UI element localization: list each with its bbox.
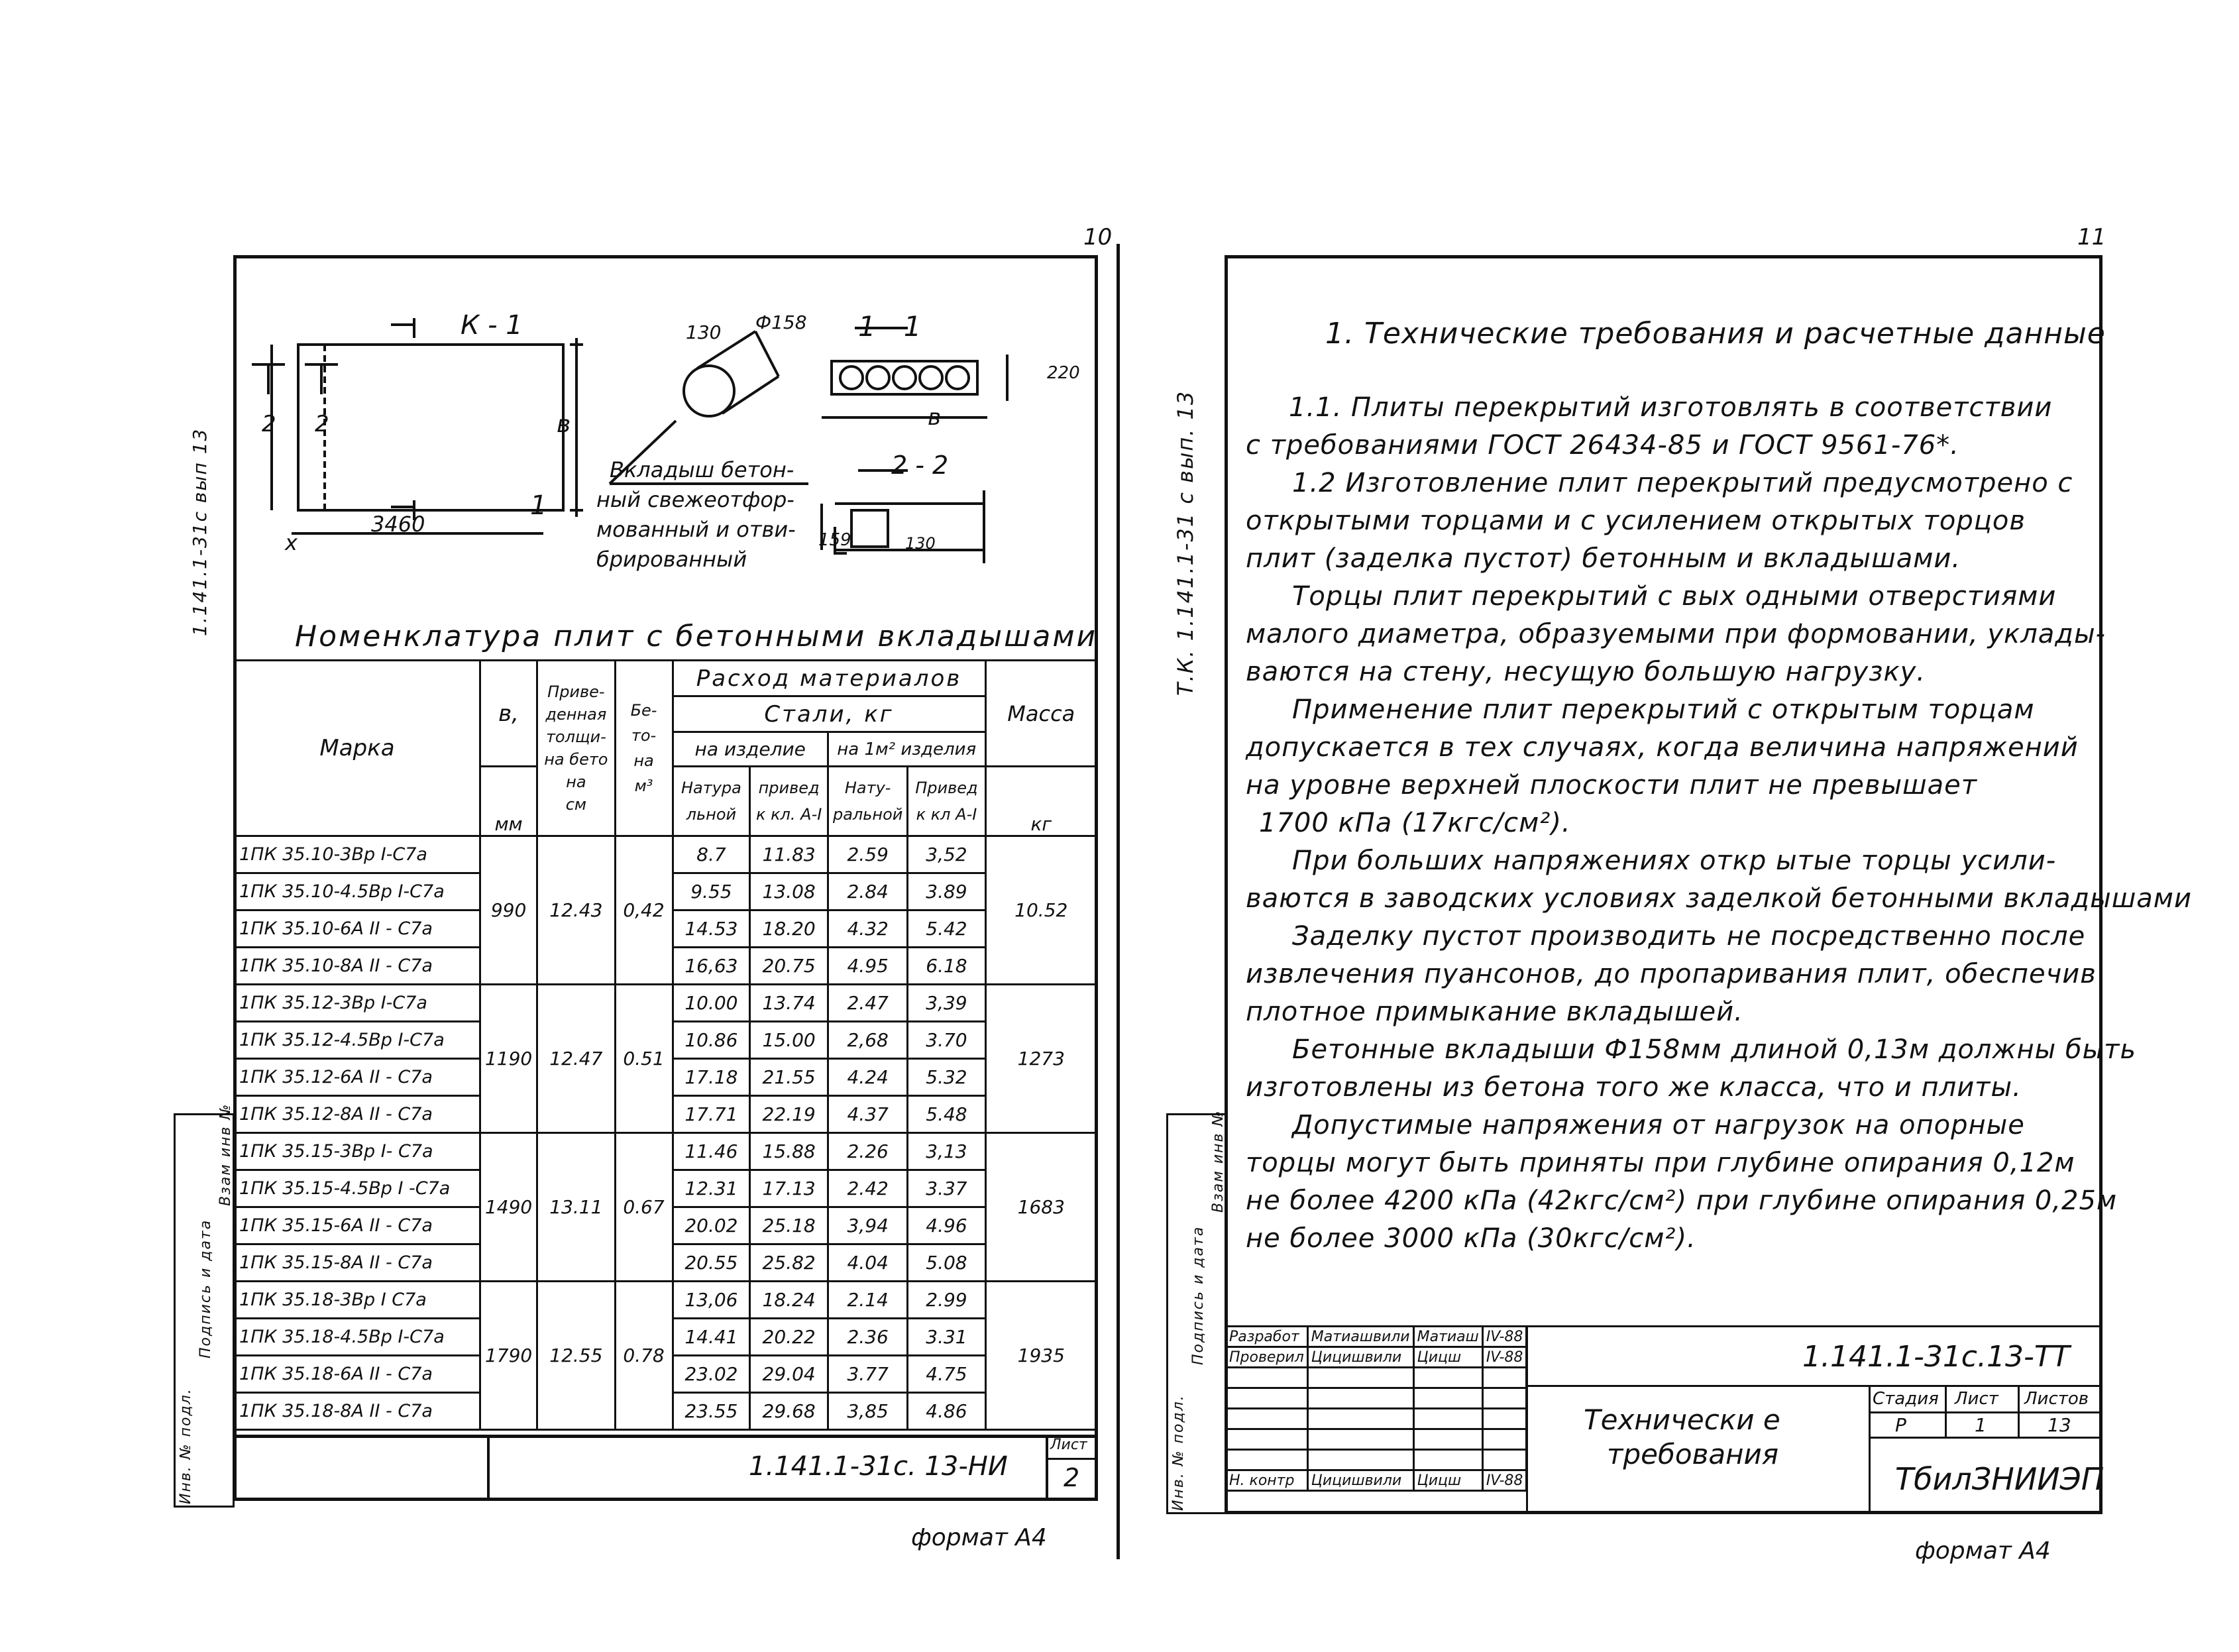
steel-nat-item-cell: 17.18 — [673, 1059, 750, 1096]
tb-h-stage — [1869, 1411, 2102, 1413]
steel-red-item-cell: 18.20 — [750, 910, 828, 948]
requirement-line: с требованиями ГОСТ 26434-85 и ГОСТ 9561-76*. — [1246, 430, 1959, 461]
tb-title-2: требования — [1607, 1438, 1779, 1470]
steel-red-item-cell: 17.13 — [750, 1170, 828, 1207]
steel-red-m2-cell: 5.08 — [908, 1244, 985, 1282]
thickness-cell: 12.55 — [537, 1282, 615, 1430]
header-mass: Масса — [985, 661, 1097, 767]
header-red1: привед к кл. А-I — [750, 767, 828, 836]
steel-red-item-cell: 20.75 — [750, 948, 828, 985]
left-stamp-sheet-sep — [1046, 1458, 1098, 1460]
mark-cell: 1ПК 35.18-6А II - С7а — [235, 1356, 480, 1393]
steel-red-item-cell: 15.00 — [750, 1022, 828, 1059]
steel-nat-item-cell: 14.41 — [673, 1319, 750, 1356]
mark-cell: 1ПК 35.10-4.5Вр I-С7а — [235, 873, 480, 910]
mass-cell: 1273 — [985, 985, 1097, 1133]
insert-note-3: мованный и отви- — [596, 517, 796, 542]
header-thickness: Приве- денная толщи- на бето на см — [537, 661, 615, 836]
requirement-line: Бетонные вкладыши Ф158мм длиной 0,13м должны быть — [1292, 1034, 2137, 1065]
tb-code: 1.141.1-31с.13-ТТ — [1802, 1340, 2070, 1374]
side-label-right: Т.К. 1.141.1-31 с вып. 13 — [1173, 390, 1198, 696]
steel-nat-item-cell: 12.31 — [673, 1170, 750, 1207]
steel-red-m2-cell: 5.42 — [908, 910, 985, 948]
mark-cell: 1ПК 35.12-6А II - С7а — [235, 1059, 480, 1096]
left-stamp-line — [233, 1435, 1098, 1438]
steel-nat-item-cell: 11.46 — [673, 1133, 750, 1170]
header-per-item: на изделие — [673, 732, 828, 767]
steel-red-item-cell: 15.88 — [750, 1133, 828, 1170]
dim-159: 159 — [818, 530, 851, 550]
mark-cell: 1ПК 35.18-3Вр I С7а — [235, 1282, 480, 1319]
thickness-cell: 12.43 — [537, 836, 615, 985]
insert-note-1: Вкладыш бетон- — [610, 457, 794, 482]
width-cell: 990 — [480, 836, 537, 985]
strip-col-vzam: Взам инв № — [217, 1103, 234, 1206]
requirement-line: малого диаметра, образуемыми при формовании, уклады- — [1246, 619, 2106, 649]
dim-v-plan: в — [557, 411, 571, 438]
tb-org: ТбилЗНИИЭП — [1895, 1461, 2104, 1497]
requirement-line: торцы могут быть приняты при глубине опирания 0,12м — [1246, 1148, 2075, 1178]
header-mark: Марка — [235, 661, 480, 836]
strip-col-sign-r: Подпись и дата — [1190, 1225, 1207, 1365]
section-heading: 1. Технические требования и расчетные данные — [1325, 317, 2106, 351]
steel-nat-item-cell: 10.86 — [673, 1022, 750, 1059]
mass-cell: 1935 — [985, 1282, 1097, 1430]
thickness-cell: 13.11 — [537, 1133, 615, 1282]
steel-nat-m2-cell: 3,94 — [828, 1207, 907, 1244]
header-steel: Стали, кг — [673, 696, 985, 732]
steel-nat-m2-cell: 2.59 — [828, 836, 907, 873]
steel-red-m2-cell: 3.37 — [908, 1170, 985, 1207]
side-label-left: 1.141.1-31с вып 13 — [189, 427, 211, 636]
width-cell: 1490 — [480, 1133, 537, 1282]
steel-nat-item-cell: 14.53 — [673, 910, 750, 948]
strip-col-vzam-r: Взам инв № — [1210, 1109, 1227, 1213]
concrete-cell: 0.78 — [615, 1282, 673, 1430]
tb-stage-label: Стадия — [1873, 1389, 1939, 1409]
stamp-sheet-left: 2 — [1064, 1463, 1080, 1492]
format-label-left: формат А4 — [911, 1524, 1047, 1551]
steel-red-m2-cell: 3,39 — [908, 985, 985, 1022]
header-consumption: Расход материалов — [673, 661, 985, 696]
dim-220: 220 — [1047, 363, 1080, 383]
mark-cell: 1ПК 35.18-8А II - С7а — [235, 1393, 480, 1430]
steel-red-item-cell: 29.04 — [750, 1356, 828, 1393]
requirement-line: При больших напряжениях откр ытые торцы усили- — [1292, 846, 2057, 876]
steel-red-item-cell: 21.55 — [750, 1059, 828, 1096]
requirement-line: 1700 кПа (17кгс/см²). — [1259, 808, 1571, 838]
steel-red-m2-cell: 3.31 — [908, 1319, 985, 1356]
section-k1-label: К - 1 — [461, 310, 523, 341]
marker-x: х — [285, 530, 298, 555]
steel-nat-m2-cell: 4.04 — [828, 1244, 907, 1282]
steel-red-m2-cell: 2.99 — [908, 1282, 985, 1319]
tb-sheets: 13 — [2048, 1414, 2071, 1436]
steel-red-item-cell: 22.19 — [750, 1096, 828, 1133]
requirement-line: 1.1. Плиты перекрытий изготовлять в соответствии — [1289, 392, 2053, 423]
mass-cell: 1683 — [985, 1133, 1097, 1282]
steel-nat-item-cell: 16,63 — [673, 948, 750, 985]
dim-130: 130 — [686, 321, 722, 343]
steel-red-item-cell: 20.22 — [750, 1319, 828, 1356]
steel-red-m2-cell: 5.32 — [908, 1059, 985, 1096]
center-divider — [1117, 244, 1120, 1559]
signatures-table: Разработ Матиашвили Матиаш IV-88 Проверил Цицишвили Цицш IV-88 Н. контр Цицишвили Цицш IV-88 — [1225, 1325, 1527, 1492]
table-row — [235, 985, 1097, 1022]
steel-red-item-cell: 11.83 — [750, 836, 828, 873]
table-row — [235, 1133, 1097, 1170]
slab-plan-outline — [298, 345, 563, 510]
tb-title-1: Технически е — [1584, 1404, 1780, 1436]
mark-cell: 1ПК 35.15-3Вр I- С7а — [235, 1133, 480, 1170]
mark-cell: 1ПК 35.10-8А II - С7а — [235, 948, 480, 985]
requirement-line: Торцы плит перекрытий с вых одными отверстиями — [1292, 581, 2057, 612]
section-11-label: 1—1 — [858, 310, 922, 343]
steel-nat-item-cell: 9.55 — [673, 873, 750, 910]
requirement-line: не более 4200 кПа (42кгс/см²) при глубине опирания 0,25м — [1246, 1185, 2118, 1216]
requirement-line: 1.2 Изготовление плит перекрытий предусмотрено с — [1292, 468, 2073, 498]
steel-red-m2-cell: 4.75 — [908, 1356, 985, 1393]
section-22-label: 2 - 2 — [891, 451, 949, 480]
steel-nat-m2-cell: 2,68 — [828, 1022, 907, 1059]
steel-nat-item-cell: 23.55 — [673, 1393, 750, 1430]
tb-code-line — [1526, 1385, 2102, 1387]
steel-red-m2-cell: 4.86 — [908, 1393, 985, 1430]
tb-sheet: 1 — [1975, 1414, 1987, 1436]
header-nat2: Нату- ральной — [828, 767, 907, 836]
mass-cell: 10.52 — [985, 836, 1097, 985]
mark-cell: 1ПК 35.18-4.5Вр I-С7а — [235, 1319, 480, 1356]
steel-nat-item-cell: 8.7 — [673, 836, 750, 873]
requirement-line: ваются на стену, несущую большую нагрузку. — [1246, 657, 1926, 687]
insert-note-4: брированный — [596, 547, 747, 572]
header-per-m2: на 1м² изделия — [828, 732, 985, 767]
header-red2: Привед к кл А-I — [908, 767, 985, 836]
insert-note-2: ный свежеотфор- — [596, 487, 794, 512]
dim-v-section: в — [928, 404, 942, 431]
mark-cell: 1ПК 35.12-8А II - С7а — [235, 1096, 480, 1133]
mark-cell: 1ПК 35.12-3Вр I-С7а — [235, 985, 480, 1022]
concrete-cell: 0.51 — [615, 985, 673, 1133]
tb-vert-1 — [1526, 1325, 1528, 1514]
steel-red-item-cell: 25.18 — [750, 1207, 828, 1244]
tb-stage: Р — [1895, 1414, 1906, 1436]
header-concrete: Бе- то- на м³ — [615, 661, 673, 836]
dim-3460: 3460 — [371, 512, 425, 537]
steel-red-item-cell: 25.82 — [750, 1244, 828, 1282]
mark-cell: 1ПК 35.10-6А II - С7а — [235, 910, 480, 948]
mark-cell: 1ПК 35.15-4.5Вр I -С7а — [235, 1170, 480, 1207]
table-row — [235, 836, 1097, 873]
width-cell: 1790 — [480, 1282, 537, 1430]
steel-nat-m2-cell: 4.24 — [828, 1059, 907, 1096]
tb-h-stage2 — [1869, 1437, 2102, 1439]
tb-v-stage2 — [2018, 1385, 2020, 1437]
mark-cell: 1ПК 35.12-4.5Вр I-С7а — [235, 1022, 480, 1059]
tb-v-stage1 — [1945, 1385, 1947, 1437]
mark-cell: 1ПК 35.15-8А II - С7а — [235, 1244, 480, 1282]
steel-red-m2-cell: 6.18 — [908, 948, 985, 985]
dim-phi158: Ф158 — [755, 311, 807, 333]
thickness-cell: 12.47 — [537, 985, 615, 1133]
requirement-line: Заделку пустот производить не посредственно после — [1292, 921, 2086, 952]
steel-nat-item-cell: 13,06 — [673, 1282, 750, 1319]
header-nat1: Натура льной — [673, 767, 750, 836]
strip-col-inv-r: Инв. № подл. — [1170, 1394, 1187, 1511]
table-row — [235, 1282, 1097, 1319]
steel-red-m2-cell: 4.96 — [908, 1207, 985, 1244]
steel-red-m2-cell: 5.48 — [908, 1096, 985, 1133]
steel-nat-m2-cell: 2.14 — [828, 1282, 907, 1319]
left-stamp-div — [487, 1435, 490, 1501]
requirement-line: ваются в заводских условиях заделкой бетонными вкладышами — [1246, 883, 2192, 914]
steel-nat-item-cell: 20.55 — [673, 1244, 750, 1282]
steel-nat-m2-cell: 4.37 — [828, 1096, 907, 1133]
steel-nat-item-cell: 20.02 — [673, 1207, 750, 1244]
page-number-right: 11 — [2077, 224, 2106, 250]
strip-col-inv: Инв. № подл. — [178, 1388, 194, 1504]
steel-nat-item-cell: 23.02 — [673, 1356, 750, 1393]
steel-nat-m2-cell: 3,85 — [828, 1393, 907, 1430]
insert-cylinder — [684, 366, 734, 416]
steel-nat-m2-cell: 4.95 — [828, 948, 907, 985]
page-number-left: 10 — [1083, 224, 1113, 250]
steel-red-m2-cell: 3,13 — [908, 1133, 985, 1170]
steel-nat-m2-cell: 2.42 — [828, 1170, 907, 1207]
header-b: в, — [480, 661, 537, 767]
steel-nat-item-cell: 17.71 — [673, 1096, 750, 1133]
strip-col-sign: Подпись и дата — [197, 1219, 214, 1358]
dim-130-section: 130 — [905, 534, 936, 553]
steel-red-item-cell: 13.08 — [750, 873, 828, 910]
steel-red-m2-cell: 3.70 — [908, 1022, 985, 1059]
steel-nat-m2-cell: 2.84 — [828, 873, 907, 910]
width-cell: 1190 — [480, 985, 537, 1133]
stamp-sheet-label-left: Лист — [1050, 1437, 1087, 1453]
steel-red-item-cell: 13.74 — [750, 985, 828, 1022]
requirement-line: плотное примыкание вкладышей. — [1246, 997, 1743, 1027]
mark-cell: 1ПК 35.10-3Вр I-С7а — [235, 836, 480, 873]
tb-sheets-label: Листов — [2024, 1389, 2089, 1409]
stamp-code-left: 1.141.1-31с. 13-НИ — [749, 1451, 1008, 1482]
concrete-cell: 0.67 — [615, 1133, 673, 1282]
format-label-right: формат А4 — [1915, 1537, 2051, 1565]
nomenclature-table — [233, 659, 1098, 1431]
marker-1-bottom: 1 — [530, 490, 547, 521]
requirement-line: Допустимые напряжения от нагрузок на опорные — [1292, 1110, 2025, 1140]
section-22-insert — [851, 510, 888, 547]
steel-red-item-cell: 29.68 — [750, 1393, 828, 1430]
marker-2-right: 2 — [315, 411, 329, 437]
steel-red-item-cell: 18.24 — [750, 1282, 828, 1319]
steel-nat-m2-cell: 4.32 — [828, 910, 907, 948]
requirement-line: открытыми торцами и с усилением открытых торцов — [1246, 506, 2026, 536]
requirement-line: Применение плит перекрытий с открытым торцам — [1292, 694, 2035, 725]
tb-sheet-label: Лист — [1955, 1389, 1998, 1409]
concrete-cell: 0,42 — [615, 836, 673, 985]
steel-nat-m2-cell: 2.36 — [828, 1319, 907, 1356]
steel-nat-item-cell: 10.00 — [673, 985, 750, 1022]
steel-red-m2-cell: 3,52 — [908, 836, 985, 873]
steel-red-m2-cell: 3.89 — [908, 873, 985, 910]
steel-nat-m2-cell: 3.77 — [828, 1356, 907, 1393]
requirement-line: на уровне верхней плоскости плит не превышает — [1246, 770, 1978, 800]
tb-vert-2 — [1869, 1385, 1871, 1514]
header-mass-unit: кг — [985, 767, 1097, 836]
steel-nat-m2-cell: 2.47 — [828, 985, 907, 1022]
requirement-line: допускается в тех случаях, когда величина напряжений — [1246, 732, 2079, 763]
marker-2-left: 2 — [262, 411, 276, 437]
requirement-line: изготовлены из бетона того же класса, что и плиты. — [1246, 1072, 2022, 1103]
requirement-line: извлечения пуансонов, до пропаривания плит, обеспечив — [1246, 959, 2097, 989]
table-title: Номенклатура плит с бетонными вкладышами — [295, 620, 1098, 653]
requirement-line: не более 3000 кПа (30кгс/см²). — [1246, 1223, 1696, 1254]
mark-cell: 1ПК 35.15-6А II - С7а — [235, 1207, 480, 1244]
requirement-line: плит (заделка пустот) бетонным и вкладышами. — [1246, 543, 1961, 574]
steel-nat-m2-cell: 2.26 — [828, 1133, 907, 1170]
header-b-unit: мм — [480, 767, 537, 836]
